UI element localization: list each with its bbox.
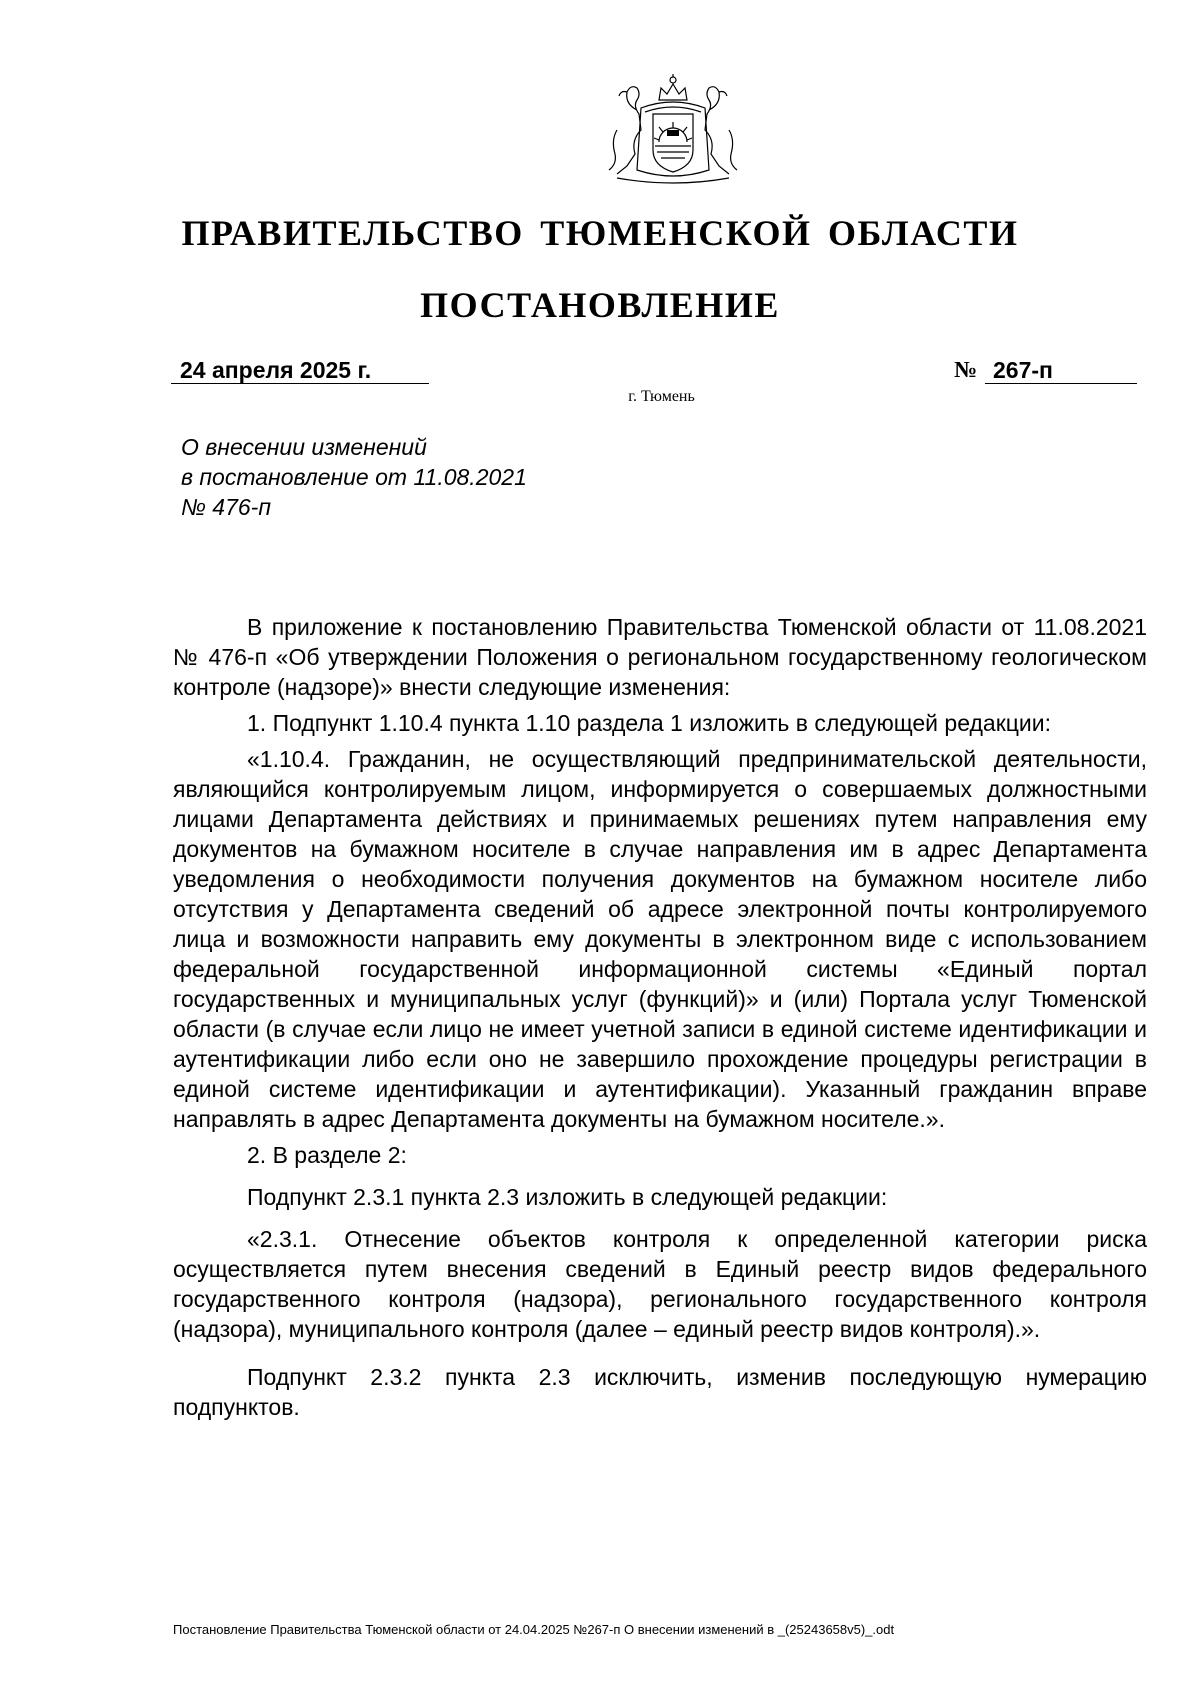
- body-paragraph: Подпункт 2.3.1 пункта 2.3 изложить в следующей редакции:: [247, 1184, 888, 1210]
- coat-of-arms-icon: [597, 70, 749, 190]
- body-paragraph: 1. Подпункт 1.10.4 пункта 1.10 раздела 1 изложить в следующей редакции:: [247, 710, 1052, 736]
- body-paragraph: В приложение к постановлению Правительства Тюменской области от 11.08.2021 № 476-п «Об утверждении Положения о региональном государственному геологическом контроле (надзоре)» внести следующие изменения:: [173, 614, 1147, 700]
- organization-title: ПРАВИТЕЛЬСТВО ТЮМЕНСКОЙ ОБЛАСТИ: [181, 213, 1019, 253]
- body-paragraph: 2. В разделе 2:: [247, 1142, 407, 1168]
- document-type-title: ПОСТАНОВЛЕНИЕ: [420, 285, 780, 325]
- body-paragraph: «1.10.4. Гражданин, не осуществляющий предпринимательской деятельности, являющийся контролируемым лицом, информируется о совершаемых должностными лицами Департамента действиях и принимаемых решениях путем направления ему документов на бумажном носителе в случае направления им в адрес Департамента уведомления о необходимости получения документов на бумажном носителе либо отсутствия у Департамента сведений об адресе электронной почты контролируемого лица и возможности направить ему документы в электронном виде с использованием федеральной государственной информационной системы «Единый портал государственных и муниципальных услуг (функций)» и (или) Портала услуг Тюменской области (в случае если лицо не имеет учетной записи в единой системе идентификации и аутентификации либо если оно не завершило прохождение процедуры регистрации в единой системе идентификации и аутентификации). Указанный гражданин вправе направлять в адрес Департамента документы на бумажном носителе.».: [173, 746, 1147, 1132]
- body-paragraph: «2.3.1. Отнесение объектов контроля к определенной категории риска осуществляется путем внесения сведений в Единый реестр видов федерального государственного контроля (надзора), регионального государственного контроля (надзора), муниципального контроля (далее – единый реестр видов контроля).».: [173, 1226, 1147, 1342]
- document-subject: [181, 432, 527, 522]
- city-label: г. Тюмень: [628, 388, 695, 405]
- document-body: [173, 612, 1147, 1428]
- document-number: 267-п: [985, 356, 1137, 384]
- subject-line: № 476-п: [181, 494, 271, 520]
- body-paragraph: Подпункт 2.3.2 пункта 2.3 исключить, изменив последующую нумерацию подпунктов.: [173, 1364, 1147, 1420]
- subject-line: О внесении изменений: [181, 434, 427, 460]
- number-sign: №: [954, 357, 978, 382]
- footer-filename: Постановление Правительства Тюменской области от 24.04.2025 №267-п О внесении изменений в _(25243658v5)_.odt: [173, 1622, 895, 1637]
- document-date: 24 апреля 2025 г.: [171, 356, 429, 384]
- subject-line: в постановление от 11.08.2021: [181, 464, 527, 490]
